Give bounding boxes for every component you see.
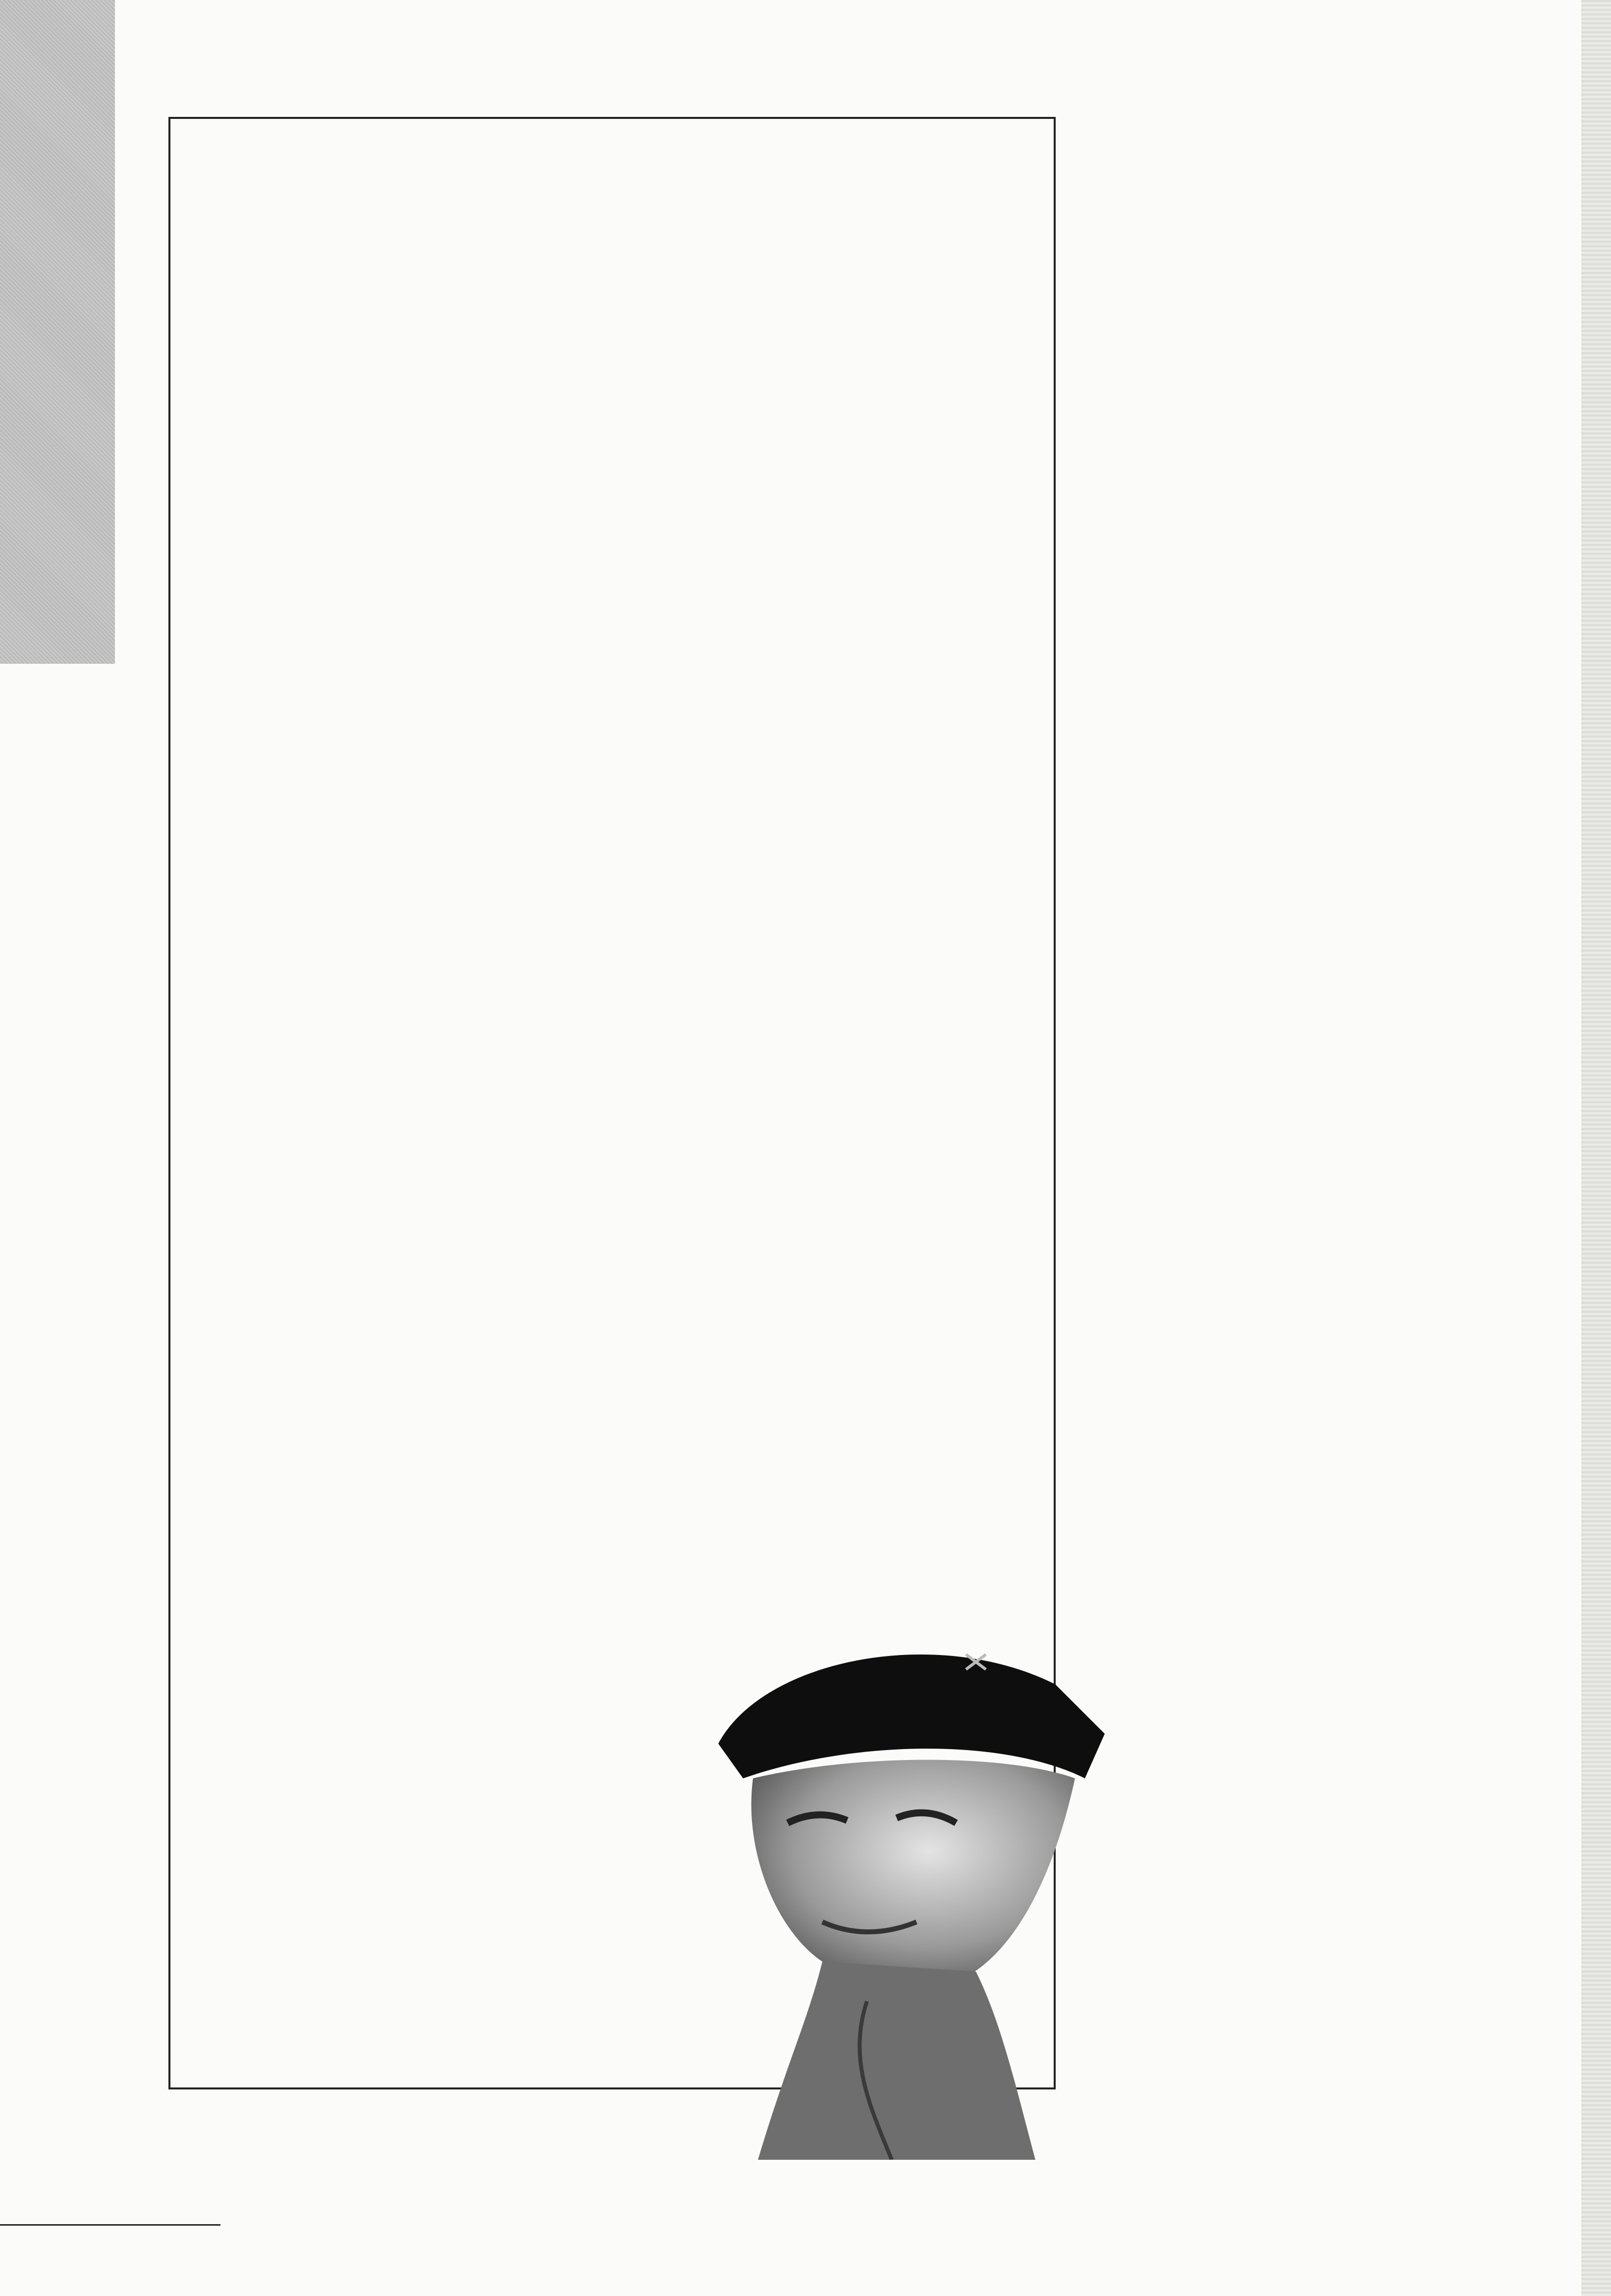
section-tab: [0, 0, 115, 664]
portrait-photo: [659, 1615, 1105, 2160]
page-number-rule: [0, 2224, 220, 2226]
scan-edge: [1581, 0, 1611, 2296]
section-tab-label: [0, 0, 115, 664]
